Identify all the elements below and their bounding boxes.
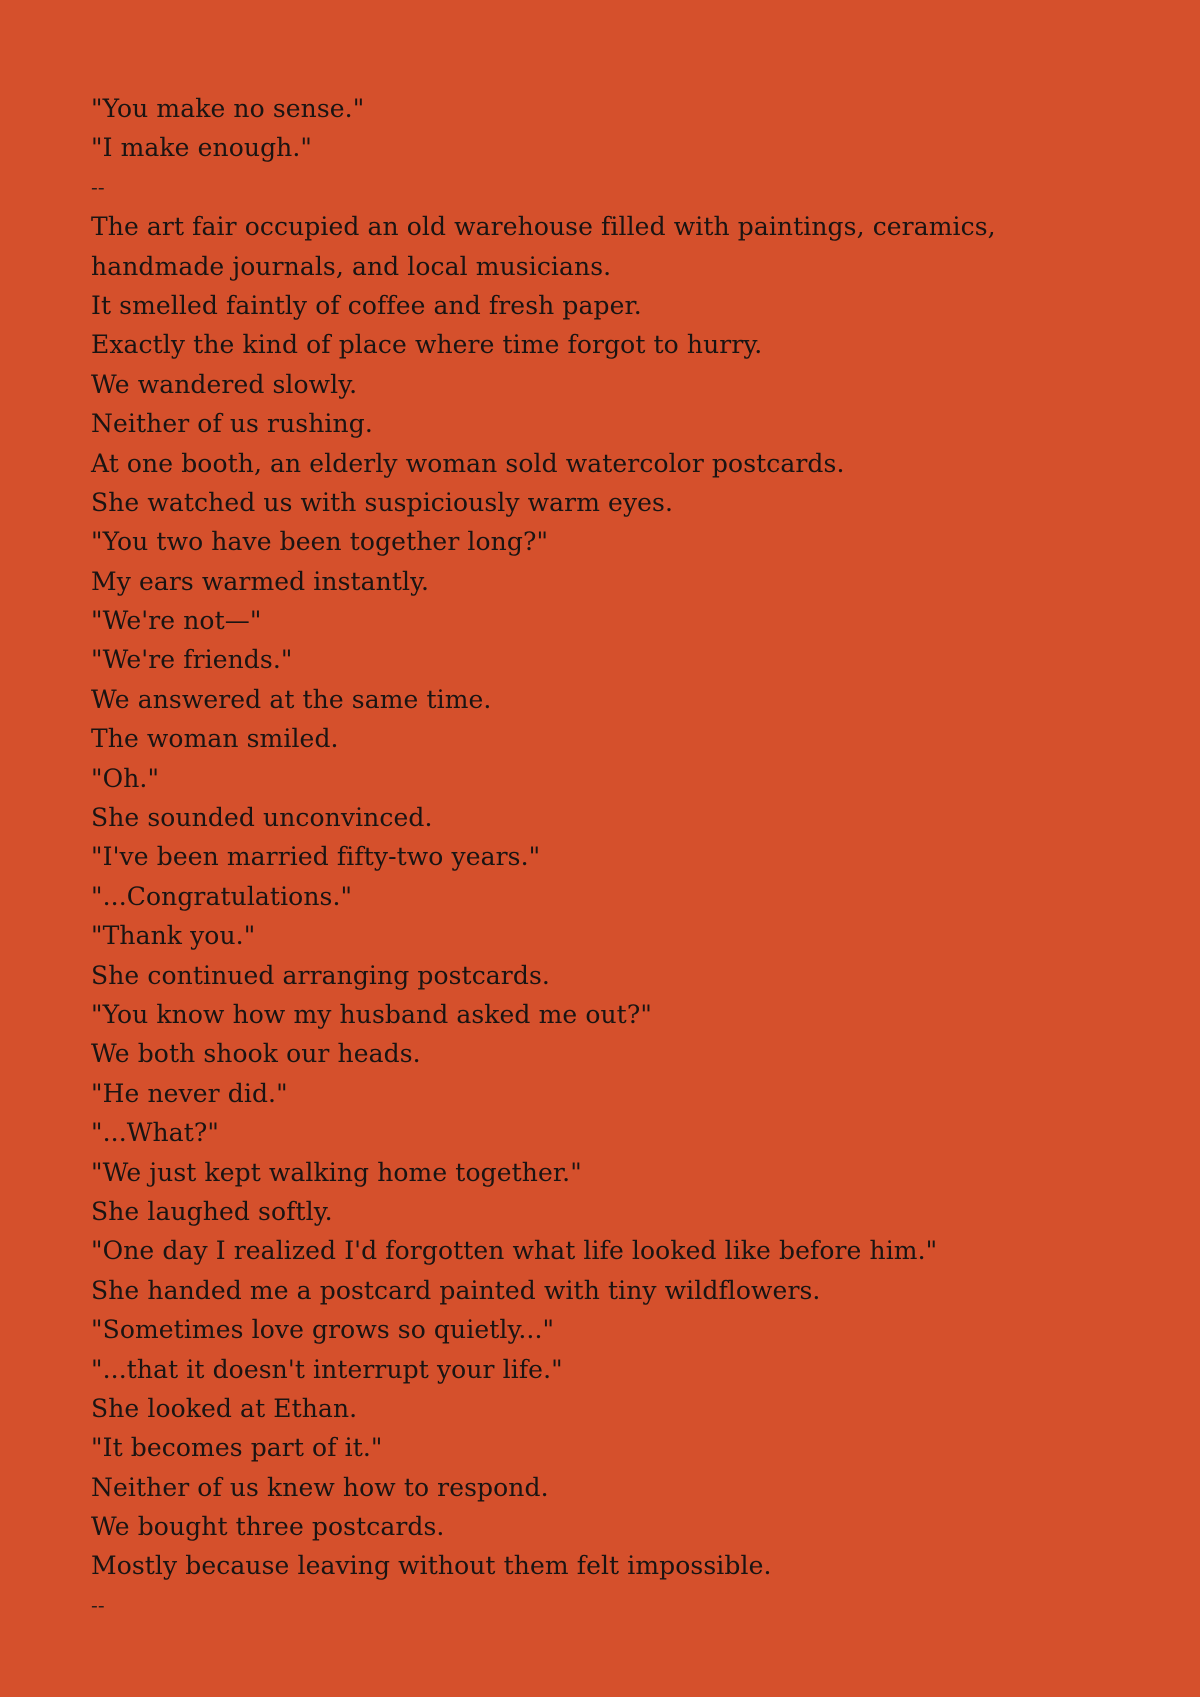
text-line: At one booth, an elderly woman sold watercolor postcards. bbox=[91, 448, 845, 478]
text-line: Mostly because leaving without them felt impossible. bbox=[91, 1551, 772, 1581]
text-line: "...that it doesn't interrupt your life." bbox=[91, 1354, 563, 1384]
text-line: "...What?" bbox=[91, 1118, 219, 1148]
text-line: "One day I realized I'd forgotten what life looked like before him." bbox=[91, 1236, 938, 1266]
text-line: She watched us with suspiciously warm eyes. bbox=[91, 487, 674, 517]
text-line: "You make no sense." bbox=[91, 94, 365, 123]
text-line: We wandered slowly. bbox=[91, 369, 358, 399]
text-line: "We just kept walking home together." bbox=[91, 1157, 582, 1187]
text-line: We both shook our heads. bbox=[91, 1039, 421, 1069]
text-line: She looked at Ethan. bbox=[91, 1393, 358, 1423]
text-line: Neither of us rushing. bbox=[91, 409, 373, 439]
text-line: We answered at the same time. bbox=[91, 684, 492, 714]
text-line: Neither of us knew how to respond. bbox=[91, 1472, 549, 1502]
story-text bbox=[91, 89, 1131, 1625]
text-line: handmade journals, and local musicians. bbox=[91, 251, 612, 281]
text-line: "I make enough." bbox=[91, 133, 313, 163]
text-line: "You two have been together long?" bbox=[91, 527, 549, 557]
text-line: We bought three postcards. bbox=[91, 1512, 445, 1542]
text-line: "Thank you." bbox=[91, 921, 256, 951]
text-line: "He never did." bbox=[91, 1078, 288, 1108]
text-line: "Sometimes love grows so quietly..." bbox=[91, 1315, 555, 1345]
text-line: She handed me a postcard painted with tiny wildflowers. bbox=[91, 1275, 821, 1305]
text-line: "We're not—" bbox=[91, 606, 262, 636]
text-line: The art fair occupied an old warehouse filled with paintings, ceramics, bbox=[91, 212, 996, 242]
text-line: "You know how my husband asked me out?" bbox=[91, 999, 652, 1029]
text-line: She laughed softly. bbox=[91, 1196, 333, 1226]
section-separator: -- bbox=[91, 174, 105, 199]
text-line: "We're friends." bbox=[91, 645, 293, 675]
text-line: "I've been married fifty-two years." bbox=[91, 842, 541, 872]
text-line: It smelled faintly of coffee and fresh paper. bbox=[91, 290, 642, 320]
section-separator: -- bbox=[91, 1592, 105, 1617]
text-line: The woman smiled. bbox=[91, 724, 339, 754]
text-line: "...Congratulations." bbox=[91, 881, 353, 911]
text-line: She continued arranging postcards. bbox=[91, 960, 550, 990]
text-line: "Oh." bbox=[91, 763, 160, 793]
text-line: "It becomes part of it." bbox=[91, 1433, 383, 1463]
text-line: Exactly the kind of place where time forgot to hurry. bbox=[91, 330, 763, 360]
text-line: She sounded unconvinced. bbox=[91, 803, 433, 833]
text-line: My ears warmed instantly. bbox=[91, 566, 430, 596]
